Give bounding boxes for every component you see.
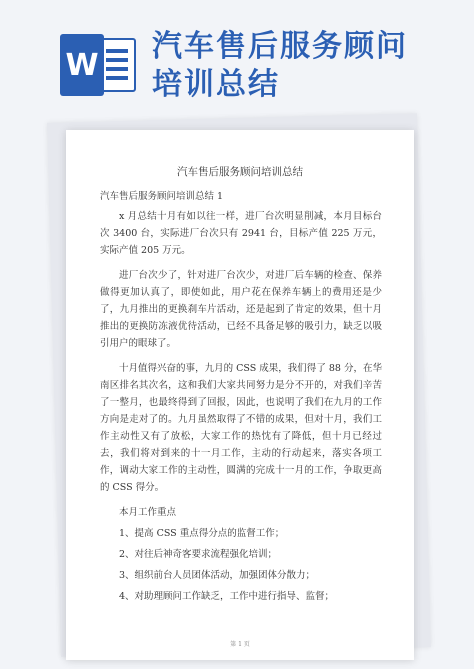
document-subtitle: 汽车售后服务顾问培训总结 1 — [100, 191, 224, 202]
list-item: 2、对往后神奇客要求流程强化培训； — [119, 549, 278, 560]
page-number: 第 1 页 — [230, 641, 250, 648]
banner-title — [152, 28, 452, 104]
word-document-icon — [60, 34, 138, 96]
section-heading: 本月工作重点 — [119, 507, 177, 518]
word-logo-letter: W — [60, 34, 104, 96]
list-item: 3、组织前台人员团体活动，加强团体分散力； — [119, 570, 316, 581]
list-item: 4、对助理顾问工作缺乏，工作中进行指导、监督； — [119, 591, 335, 602]
paragraph: 十月值得兴奋的事，九月的 CSS 成果，我们得了 88 分，在华南区排名其次名，这和我们大家共同努力是分不开的，对我们辛苦了一整月，也最终得到了回报，因此，也说明了我们在九月的工作方向是走对了的。九月虽然取得了不错的成果，但对十月，我们工作主动性又有了放松，大家工作的热忱有了降低，但十月已经过去，我们将对到来的十一月工作，主动的行动起来，落实各项工作，调动大家工作的主动性，圆满的完成十一月的工作，争取更高的 CSS 得分。 — [100, 363, 382, 493]
header-banner — [0, 0, 474, 118]
document-page — [66, 130, 414, 660]
document-body — [100, 208, 382, 609]
document-title: 汽车售后服务顾问培训总结 — [177, 166, 303, 178]
paragraph: 进厂台次少了，针对进厂台次少，对进厂后车辆的检查、保养做得更加认真了，即使如此，用户花在保养车辆上的费用还是少了，九月推出的更换刹车片活动，还是起到了肯定的效果，但十月推出的更换防冻液优待活动，已经不具备足够的吸引力，缺乏以吸引用户的眼球了。 — [100, 270, 382, 349]
banner-title-line1: 汽车售后服务顾问 — [152, 29, 408, 64]
list-item: 1、提高 CSS 重点得分点的监督工作； — [119, 528, 285, 539]
paragraph: x 月总结十月有如以往一样，进厂台次明显削减，本月目标台次 3400 台，实际进厂台次只有 2941 台，目标产值 225 万元，实际产值 205 万元。 — [100, 211, 382, 256]
banner-title-line2: 培训总结 — [152, 67, 280, 102]
